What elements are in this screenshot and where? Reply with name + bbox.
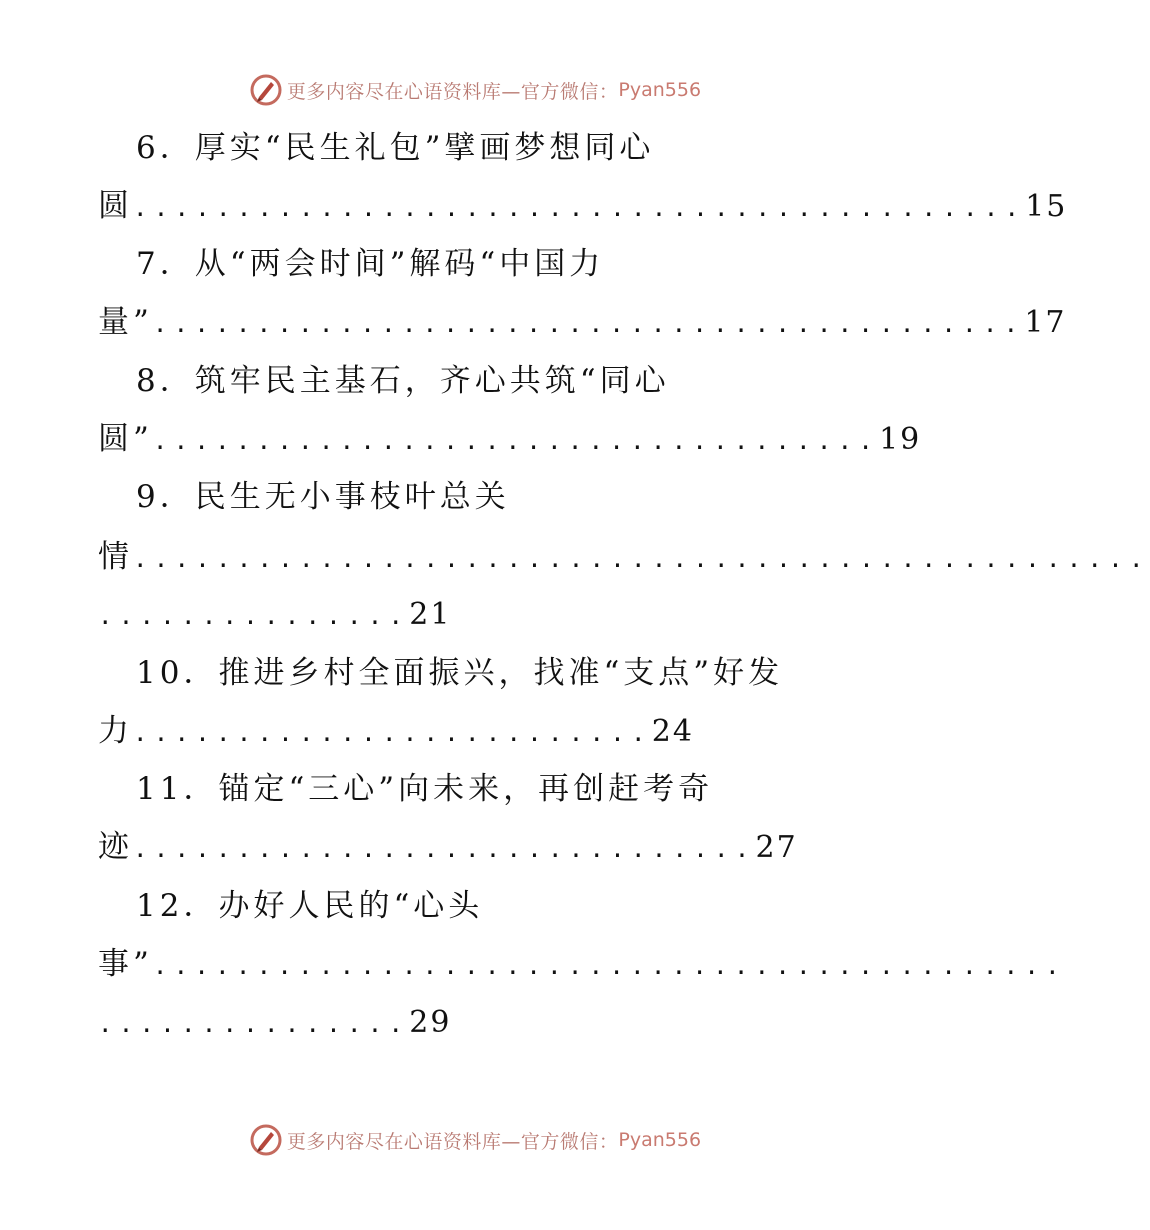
toc-item-11-cont: 迹: [98, 829, 133, 865]
toc-item-10-cont: 力: [98, 713, 133, 749]
toc-item-7-title: 7．从“两会时间”解码“中国力: [136, 246, 605, 282]
leader-dots: ............................................: [152, 952, 1066, 980]
toc-item-12-title: 12．办好人民的“心头: [136, 888, 484, 924]
wechat-id: Pyan556: [618, 79, 702, 101]
toc-item-9-cont: 情: [98, 539, 133, 575]
toc-item-6-cont: 圆: [98, 188, 133, 224]
toc-item-11-title: 11．锚定“三心”向未来，再创赶考奇: [136, 771, 714, 807]
page-number: 24: [651, 714, 694, 749]
toc-item-9-entry-cont[interactable]: [0, 594, 950, 634]
watermark-text: 更多内容尽在心语资料库—官方微信：: [286, 1130, 619, 1153]
pen-logo-icon: [249, 1123, 283, 1157]
wechat-id: Pyan556: [618, 1129, 702, 1151]
header-watermark: [0, 70, 950, 110]
toc-item-11-entry[interactable]: [0, 827, 950, 867]
leader-dots: ...................................: [152, 427, 880, 455]
toc-item-9-entry[interactable]: [0, 537, 1150, 577]
leader-dots: ...............: [98, 602, 410, 630]
page-number: 15: [1025, 189, 1068, 224]
leader-dots: .........................: [133, 719, 652, 747]
toc-item-7-entry[interactable]: [0, 302, 1067, 342]
toc-item-6-entry[interactable]: [0, 186, 1068, 226]
leader-dots: ...............: [98, 1010, 410, 1038]
leader-dots: ..........................................: [152, 310, 1025, 338]
toc-item-10-entry[interactable]: [0, 711, 950, 751]
leader-dots: ...........................................: [133, 194, 1026, 222]
page-number: 17: [1024, 305, 1067, 340]
toc-item-12-entry[interactable]: [0, 944, 1066, 984]
footer-watermark: [0, 1120, 950, 1160]
watermark-text: 更多内容尽在心语资料库—官方微信：: [286, 80, 619, 103]
toc-item-6-title: 6．厚实“民生礼包”擘画梦想同心: [136, 130, 655, 166]
pen-logo-icon: [249, 73, 283, 107]
page-number: 21: [409, 597, 452, 632]
page-number: 27: [755, 830, 798, 865]
toc-item-12-cont: 事”: [98, 946, 153, 982]
page-number: 19: [879, 422, 922, 457]
toc-item-8-cont: 圆”: [98, 421, 153, 457]
leader-dots: .................................................: [133, 545, 1150, 573]
toc-item-10-title: 10．推进乡村全面振兴，找准“支点”好发: [136, 655, 784, 691]
leader-dots: ..............................: [133, 835, 756, 863]
page-number: 29: [409, 1005, 452, 1040]
toc-item-9-title: 9．民生无小事枝叶总关: [136, 479, 510, 515]
toc-item-8-entry[interactable]: [0, 419, 950, 459]
toc-item-8-title: 8．筑牢民主基石，齐心共筑“同心: [136, 363, 670, 399]
toc-item-7-cont: 量”: [98, 304, 153, 340]
toc-item-12-entry-cont[interactable]: [0, 1002, 950, 1042]
